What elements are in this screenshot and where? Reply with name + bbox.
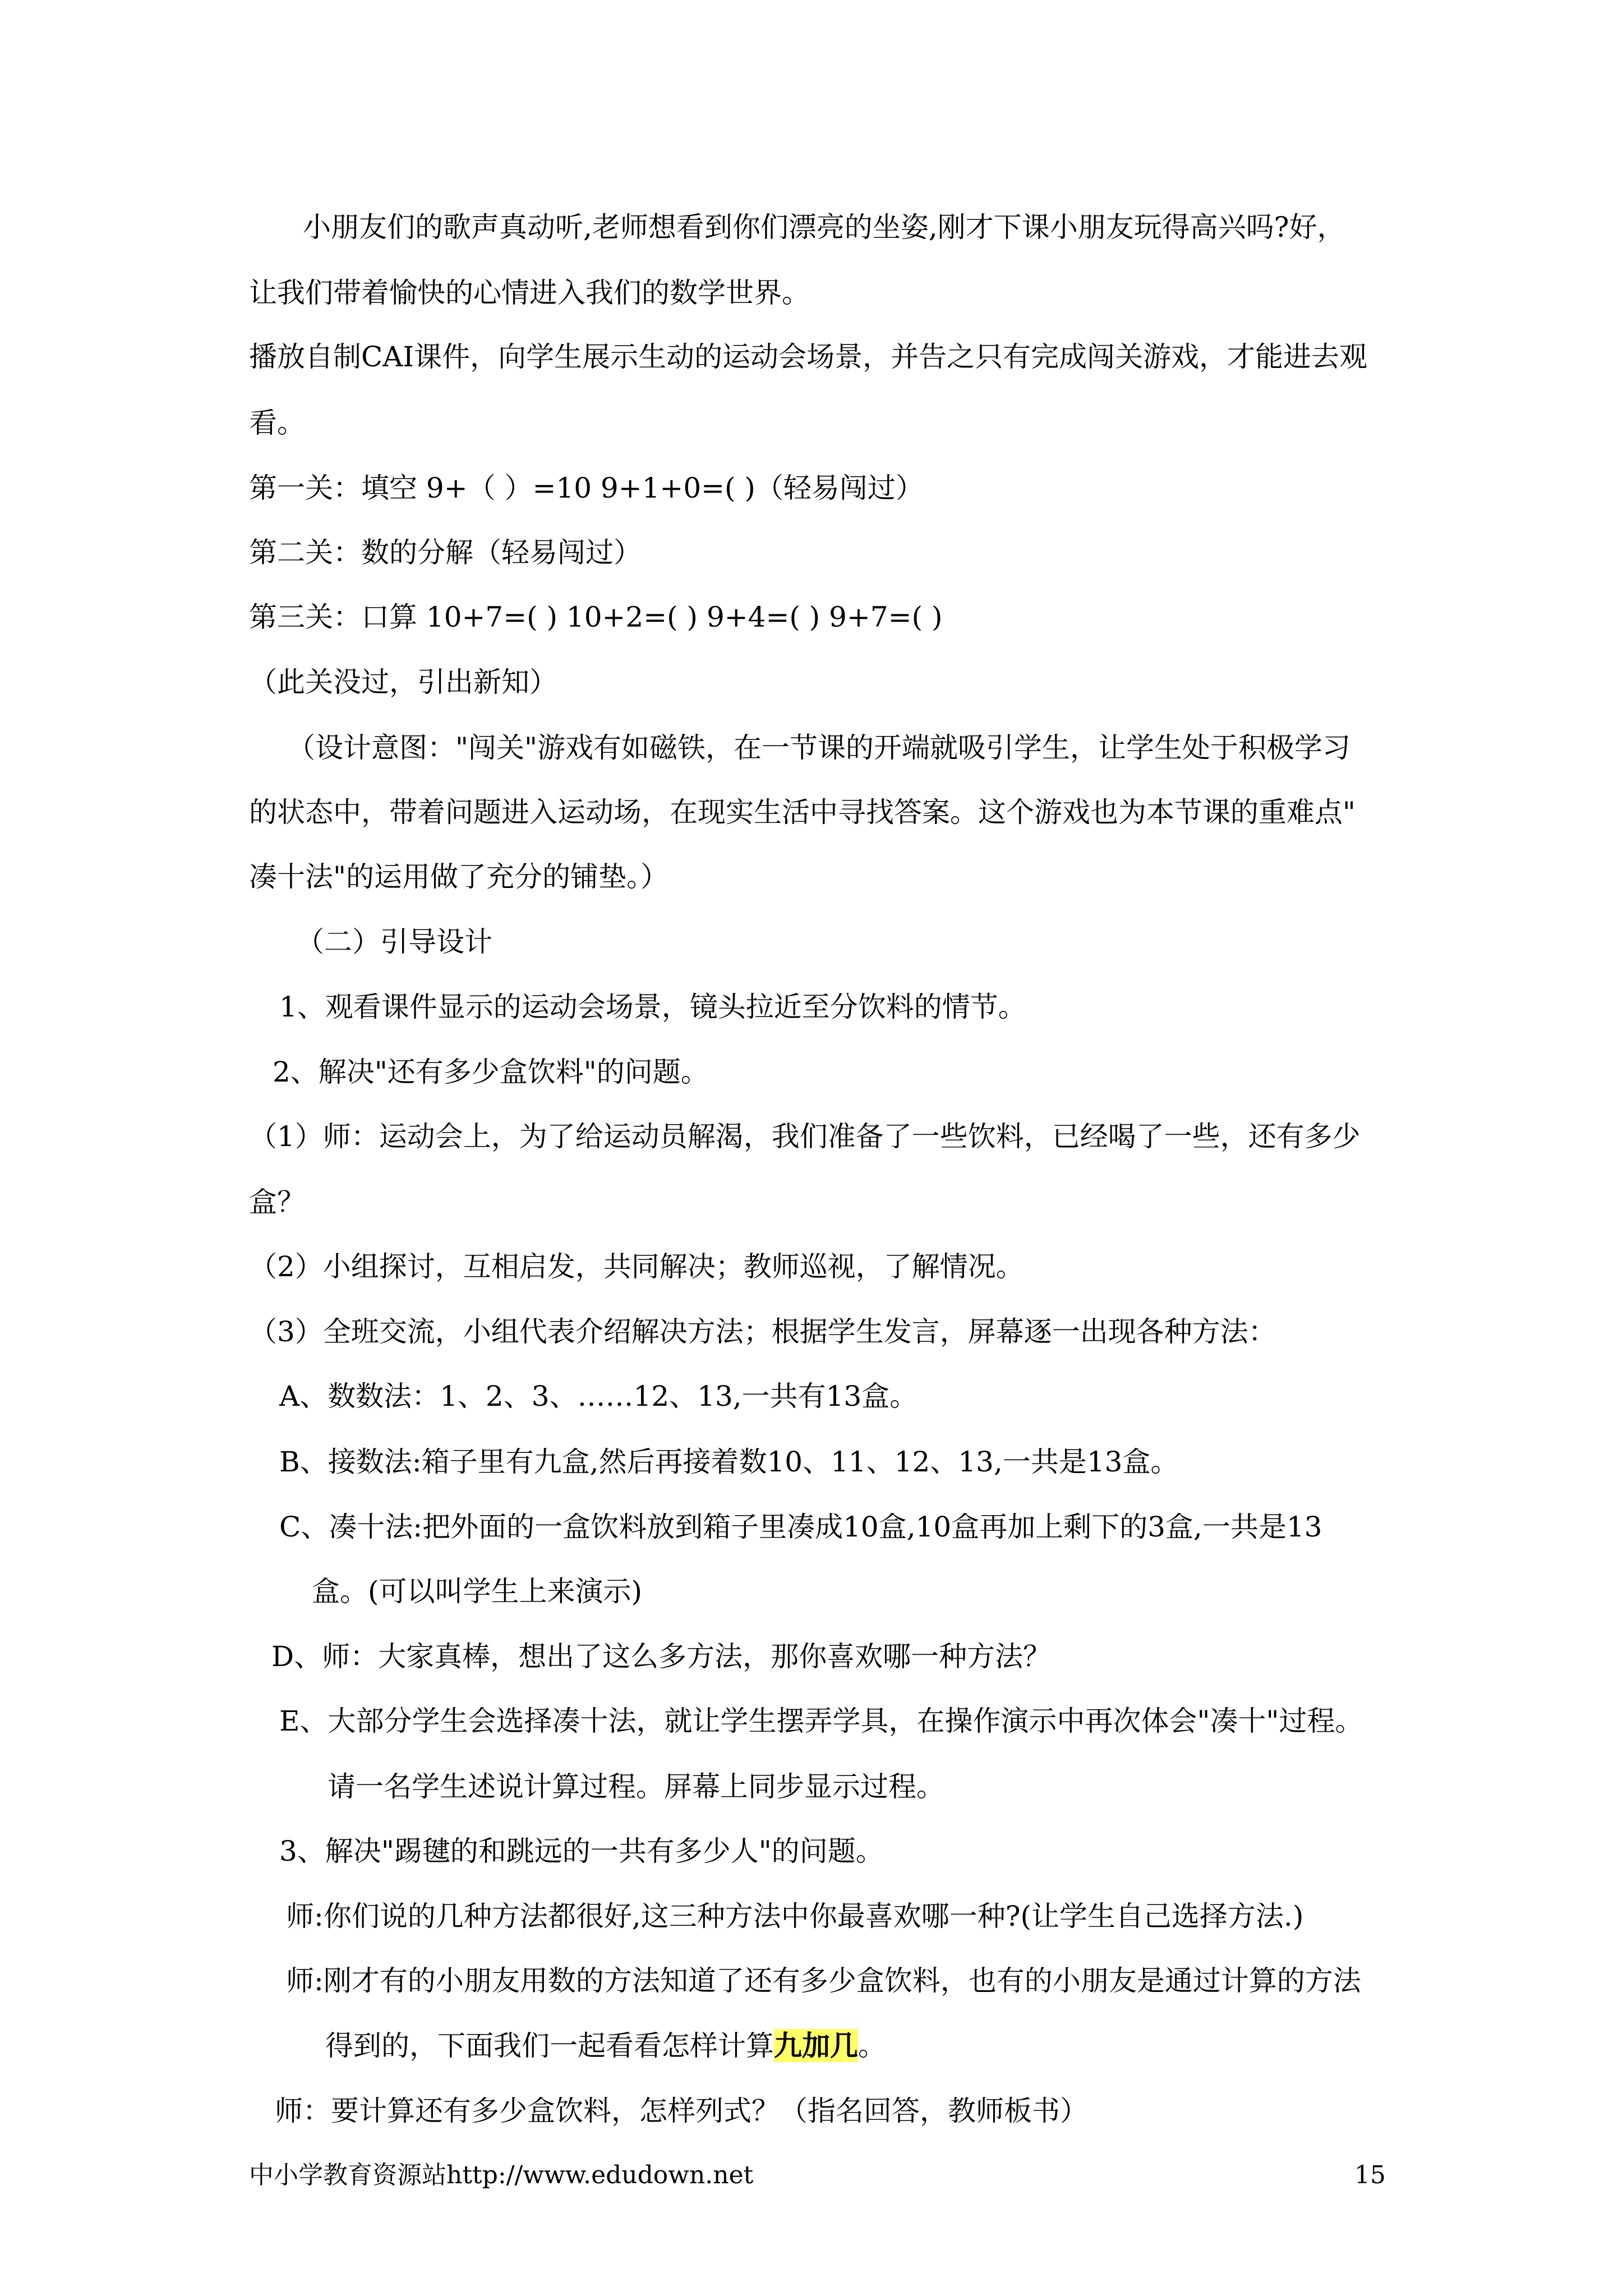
paragraph-line: 让我们带着愉快的心情进入我们的数学世界。 <box>249 277 810 309</box>
page-number: 15 <box>1354 2161 1386 2189</box>
paragraph-line: 盒？ <box>249 1186 305 1218</box>
paragraph-line: 播放自制CAI课件，向学生展示生动的运动会场景，并告之只有完成闯关游戏，才能进去观 <box>249 341 1368 373</box>
list-item: D、师：大家真棒，想出了这么多方法，那你喜欢哪一种方法？ <box>271 1640 1052 1673</box>
paragraph-line: 3、解决"踢毽的和跳远的一共有多少人"的问题。 <box>279 1835 884 1867</box>
paragraph-text: 。 <box>858 2030 886 2062</box>
paragraph-line <box>325 2028 886 2064</box>
paragraph-line: 盒。(可以叫学生上来演示) <box>312 1575 643 1608</box>
paragraph-line: 请一名学生述说计算过程。屏幕上同步显示过程。 <box>328 1770 944 1803</box>
list-item: B、接数法:箱子里有九盒,然后再接着数10、11、12、13,一共是13盒。 <box>279 1446 1179 1478</box>
paragraph-line: 凑十法"的运用做了充分的铺垫。） <box>249 861 668 893</box>
paragraph-line: 师：要计算还有多少盒饮料，怎样列式？（指名回答，教师板书） <box>275 2095 1088 2127</box>
paragraph-line: 第一关：填空 9+（ ）=10 9+1+0=( )（轻易闯过） <box>249 472 924 504</box>
section-heading: （二）引导设计 <box>296 926 492 958</box>
list-item: A、数数法：1、2、3、……12、13,一共有13盒。 <box>279 1380 918 1412</box>
paragraph-line: （3）全班交流，小组代表介绍解决方法；根据学生发言，屏幕逐一出现各种方法： <box>249 1315 1276 1348</box>
paragraph-line: （此关没过，引出新知） <box>249 666 557 698</box>
footer-site: 中小学教育资源站http://www.edudown.net <box>249 2161 754 2189</box>
paragraph-line: 看。 <box>249 407 305 439</box>
highlighted-term: 九加几 <box>774 2029 858 2062</box>
list-item: C、凑十法:把外面的一盒饮料放到箱子里凑成10盒,10盒再加上剩下的3盒,一共是13 <box>279 1511 1322 1543</box>
paragraph-line: （1）师：运动会上，为了给运动员解渴，我们准备了一些饮料，已经喝了一些，还有多少 <box>249 1120 1361 1153</box>
paragraph-line: 1、观看课件显示的运动会场景，镜头拉近至分饮料的情节。 <box>279 991 1026 1023</box>
paragraph-line: （2）小组探讨，互相启发，共同解决；教师巡视，了解情况。 <box>249 1250 1024 1283</box>
paragraph-line: 第二关：数的分解（轻易闯过） <box>249 536 642 569</box>
paragraph-line: 的状态中，带着问题进入运动场，在现实生活中寻找答案。这个游戏也为本节课的重难点" <box>249 796 1355 829</box>
paragraph-line: 师:刚才有的小朋友用数的方法知道了还有多少盒饮料，也有的小朋友是通过计算的方法 <box>286 1964 1361 1997</box>
paragraph-line: 第三关：口算 10+7=( ) 10+2=( ) 9+4=( ) 9+7=( ) <box>249 601 943 633</box>
list-item: E、大部分学生会选择凑十法，就让学生摆弄学具，在操作演示中再次体会"凑十"过程。 <box>279 1705 1363 1737</box>
paragraph-line: 小朋友们的歌声真动听,老师想看到你们漂亮的坐姿,刚才下课小朋友玩得高兴吗?好， <box>303 211 1345 243</box>
paragraph-line: 师:你们说的几种方法都很好,这三种方法中你最喜欢哪一种?(让学生自己选择方法.) <box>286 1900 1304 1932</box>
paragraph-text: 得到的，下面我们一起看看怎样计算 <box>325 2030 774 2062</box>
paragraph-line: 2、解决"还有多少盒饮料"的问题。 <box>273 1056 709 1088</box>
paragraph-line: （设计意图："闯关"游戏有如磁铁，在一节课的开端就吸引学生，让学生处于积极学习 <box>287 731 1350 764</box>
